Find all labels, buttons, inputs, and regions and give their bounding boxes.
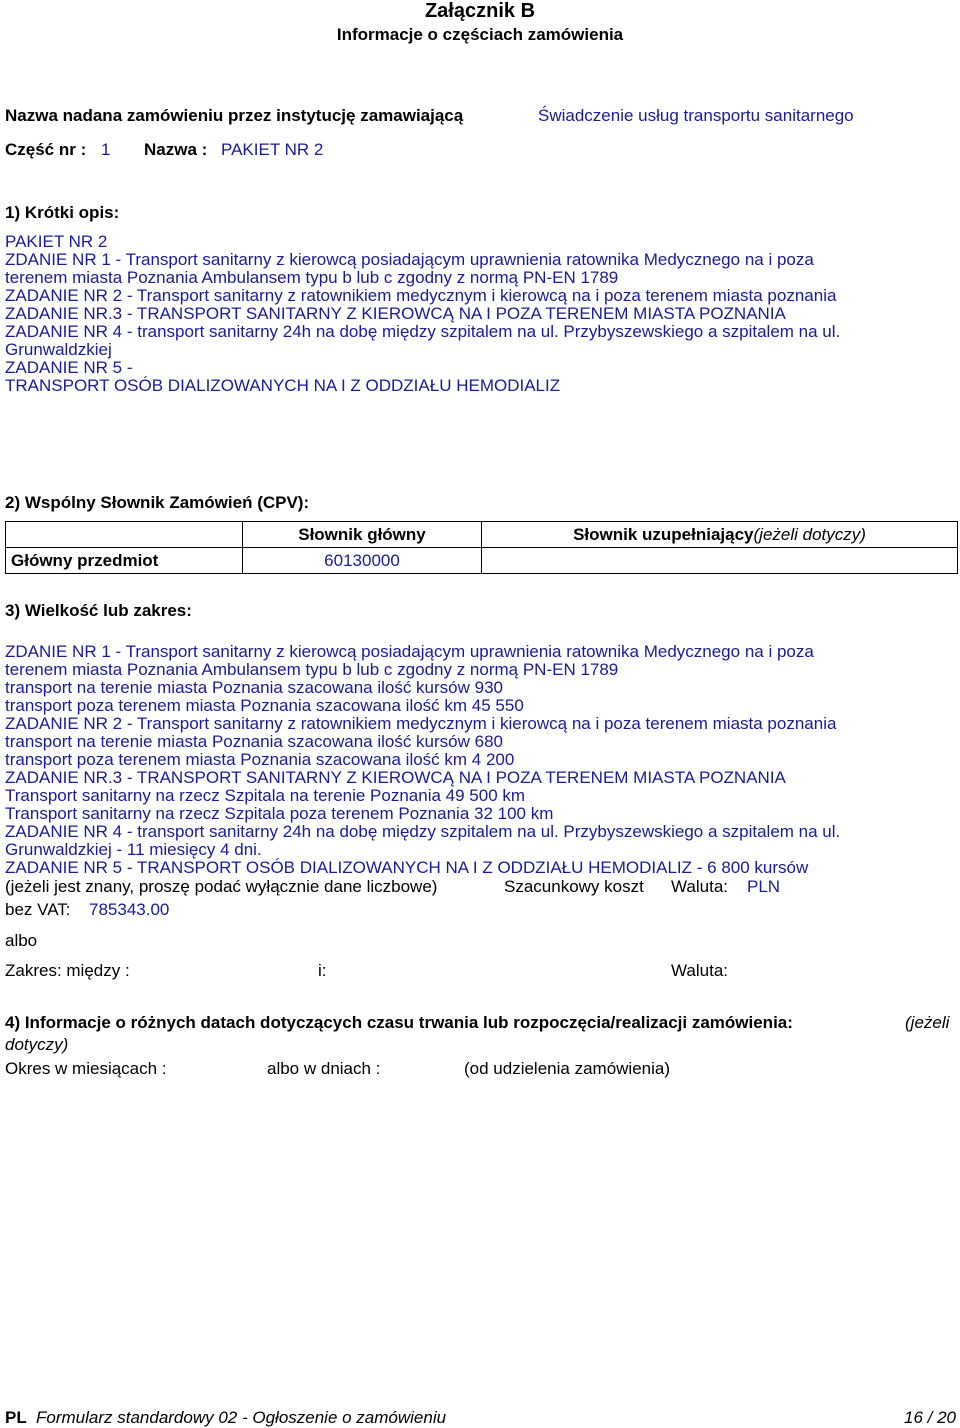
vat-value: 785343.00 (89, 900, 170, 919)
cpv-main-header: Słownik główny (243, 522, 482, 548)
section1-heading: 1) Krótki opis: (5, 203, 120, 222)
scope-line: transport poza terenem miasta Poznania szacowana ilość km 45 550 (5, 696, 524, 715)
or-label: albo (5, 931, 38, 950)
cpv-main-value: 60130000 (243, 548, 482, 574)
footer-lang: PL (5, 1408, 27, 1427)
page-title: Załącznik B (424, 0, 536, 22)
scope-line: ZADANIE NR.3 - TRANSPORT SANITARNY Z KIEROWCĄ NA I POZA TERENEM MIASTA POZNANIA (5, 768, 786, 787)
cpv-supp-header (482, 522, 958, 548)
scope-line: terenem miasta Poznania Ambulansem typu b lub c zgodny z normą PN-EN 1789 (5, 660, 619, 679)
range-label: Zakres: między : (5, 961, 130, 980)
description-line: PAKIET NR 2 (5, 232, 108, 251)
scope-line: ZADANIE NR 2 - Transport sanitarny z ratownikiem medycznym i kierowcą na i poza terenem miasta poznania (5, 714, 837, 733)
cpv-supp-label: Słownik uzupełniający (573, 524, 754, 544)
part-number-label: Część nr : (5, 140, 87, 159)
section3-heading: 3) Wielkość lub zakres: (5, 601, 192, 620)
description-line: TRANSPORT OSÓB DIALIZOWANYCH NA I Z ODDZIAŁU HEMODIALIZ (5, 376, 561, 395)
part-name-value: PAKIET NR 2 (221, 140, 324, 159)
scope-line: Transport sanitarny na rzecz Szpitala na terenie Poznania 49 500 km (5, 786, 526, 805)
from-award-label: (od udzielenia zamówienia) (464, 1059, 671, 1078)
currency-label: Waluta: (671, 877, 729, 896)
description-line: terenem miasta Poznania Ambulansem typu b lub c zgodny z normą PN-EN 1789 (5, 268, 619, 287)
scope-line: ZADANIE NR 5 - TRANSPORT OSÓB DIALIZOWANYCH NA I Z ODDZIAŁU HEMODIALIZ - 6 800 kursów (5, 858, 809, 877)
section2-heading: 2) Wspólny Słownik Zamówień (CPV): (5, 493, 310, 512)
part-number-value: 1 (101, 140, 111, 159)
cpv-supp-note: (jeżeli dotyczy) (753, 524, 866, 544)
description-line: ZDANIE NR 1 - Transport sanitarny z kierowcą posiadającym uprawnienia ratownika Medycznego na i poza (5, 250, 814, 269)
cost-note: (jeżeli jest znany, proszę podać wyłącznie dane liczbowe) (5, 877, 438, 896)
currency-value: PLN (747, 877, 781, 896)
section4-note-1: (jeżeli (905, 1013, 950, 1032)
footer-page-number: 16 / 20 (904, 1408, 956, 1427)
months-label: Okres w miesiącach : (5, 1059, 167, 1078)
description-line: ZADANIE NR 4 - transport sanitarny 24h na dobę między szpitalem na ul. Przybyszewskiego a szpitalem na ul. (5, 322, 841, 341)
short-description (5, 233, 840, 395)
contract-name-label: Nazwa nadana zamówieniu przez instytucję zamawiającą (5, 106, 464, 125)
scope-line: transport poza terenem miasta Poznania szacowana ilość km 4 200 (5, 750, 515, 769)
range-and-label: i: (318, 961, 327, 980)
scope-line: Grunwaldzkiej - 11 miesięcy 4 dni. (5, 840, 262, 859)
cpv-row-label: Główny przedmiot (6, 548, 243, 574)
description-line: ZADANIE NR.3 - TRANSPORT SANITARNY Z KIEROWCĄ NA I POZA TERENEM MIASTA POZNANIA (5, 304, 786, 323)
scope-line: Transport sanitarny na rzecz Szpitala poza terenem Poznania 32 100 km (5, 804, 554, 823)
cost-label: Szacunkowy koszt (504, 877, 644, 896)
cpv-table (5, 521, 958, 574)
footer-form: Formularz standardowy 02 - Ogłoszenie o zamówieniu (36, 1408, 447, 1427)
scope-line: transport na terenie miasta Poznania szacowana ilość kursów 930 (5, 678, 503, 697)
vat-label: bez VAT: (5, 900, 71, 919)
scope-line: ZDANIE NR 1 - Transport sanitarny z kierowcą posiadającym uprawnienia ratownika Medycznego na i poza (5, 642, 814, 661)
description-line: Grunwaldzkiej (5, 340, 112, 359)
scope-description (5, 643, 840, 877)
scope-line: transport na terenie miasta Poznania szacowana ilość kursów 680 (5, 732, 503, 751)
page-subtitle: Informacje o częściach zamówienia (336, 25, 624, 44)
contract-name-value: Świadczenie usług transportu sanitarnego (538, 106, 854, 125)
scope-line: ZADANIE NR 4 - transport sanitarny 24h na dobę między szpitalem na ul. Przybyszewskiego a szpitalem na ul. (5, 822, 841, 841)
range-currency-label: Waluta: (671, 961, 729, 980)
description-line: ZADANIE NR 5 - (5, 358, 133, 377)
part-name-label: Nazwa : (144, 140, 208, 159)
section4-heading: 4) Informacje o różnych datach dotyczących czasu trwania lub rozpoczęcia/realizacji zamówienia: (5, 1013, 793, 1032)
section4-note-2: dotyczy) (5, 1035, 69, 1054)
days-label: albo w dniach : (267, 1059, 381, 1078)
description-line: ZADANIE NR 2 - Transport sanitarny z ratownikiem medycznym i kierowcą na i poza terenem miasta poznania (5, 286, 837, 305)
